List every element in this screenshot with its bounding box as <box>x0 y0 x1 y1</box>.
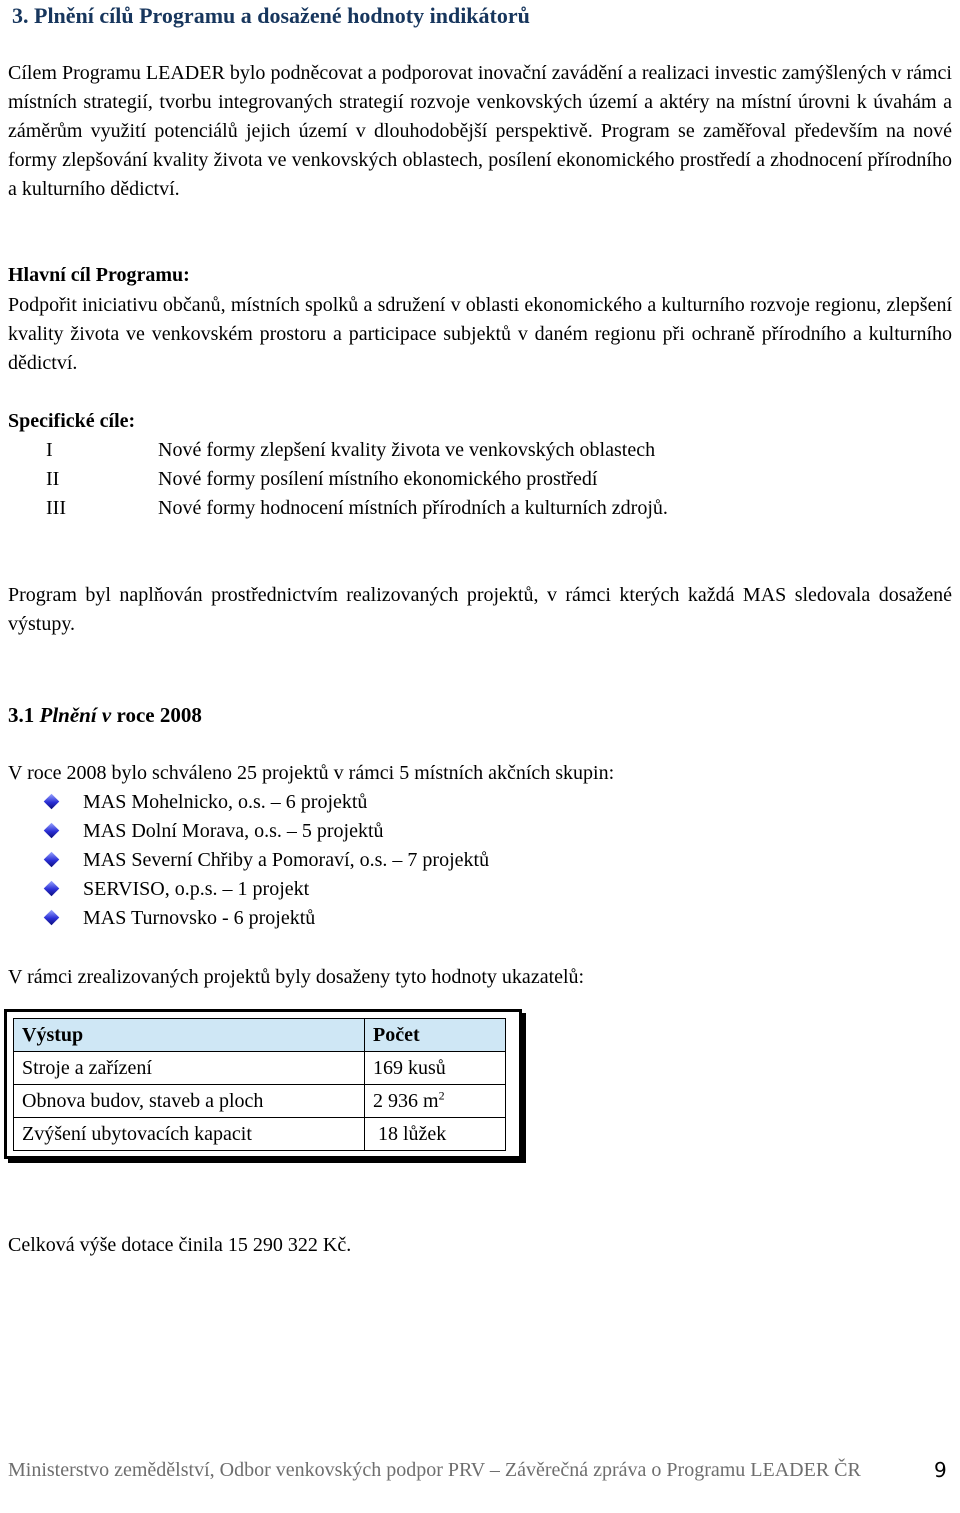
list-item <box>0 846 489 875</box>
page-footer: Ministerstvo zemědělství, Odbor venkovských podpor PRV – Závěrečná zpráva o Programu LEADER ČR <box>8 1459 861 1481</box>
specific-goal-number: III <box>46 497 66 519</box>
indicators-paragraph: V rámci zrealizovaných projektů byly dosaženy tyto hodnoty ukazatelů: <box>8 966 585 988</box>
table-cell: Zvýšení ubytovacích kapacit <box>14 1118 365 1151</box>
indicator-table <box>13 1018 506 1151</box>
diamond-bullet-icon <box>44 794 60 810</box>
list-item <box>0 904 489 933</box>
table-header-row <box>14 1019 506 1052</box>
subsection-heading <box>8 700 202 730</box>
table-cell: Stroje a zařízení <box>14 1052 365 1085</box>
subsection-rest: roce 2008 <box>116 703 202 727</box>
main-goal-text: Podpořit iniciativu občanů, místních spolků a sdružení v oblasti ekonomického a kulturního rozvoje regionu, zlepšení kvality života ve venkovském prostoru a participace subjektů v daném regionu při ochraně přírodního a kulturního dědictví. <box>8 294 952 374</box>
table-row <box>14 1085 506 1118</box>
list-item <box>0 817 489 846</box>
page-number: 9 <box>934 1458 947 1482</box>
table-cell: 18 lůžek <box>365 1118 506 1151</box>
total-paragraph: Celková výše dotace činila 15 290 322 Kč. <box>8 1234 352 1256</box>
table-row <box>14 1052 506 1085</box>
list-item-text: SERVISO, o.p.s. – 1 projekt <box>83 878 310 900</box>
subsection-italic: Plnění v <box>39 703 112 727</box>
heading-bar <box>0 0 960 34</box>
table-row <box>14 1118 506 1151</box>
specific-goal-text: Nové formy zlepšení kvality života ve venkovských oblastech <box>158 439 656 461</box>
superscript: 2 <box>438 1088 445 1103</box>
table-cell: Obnova budov, staveb a ploch <box>14 1085 365 1118</box>
diamond-bullet-icon <box>44 823 60 839</box>
list-item-text: MAS Severní Chřiby a Pomoraví, o.s. – 7 projektů <box>83 849 490 871</box>
specific-goal-number: II <box>46 468 60 490</box>
list-item <box>0 788 489 817</box>
specific-goals-label: Specifické cíle: <box>8 410 136 432</box>
table-cell-value: 2 936 m <box>373 1090 439 1112</box>
program-paragraph: Program byl naplňován prostřednictvím realizovaných projektů, v rámci kterých každá MAS sledovala dosažené výstupy. <box>8 584 952 635</box>
diamond-bullet-icon <box>44 910 60 926</box>
year-paragraph: V roce 2008 bylo schváleno 25 projektů v rámci 5 místních akčních skupin: <box>8 762 615 784</box>
list-item <box>0 875 489 904</box>
indicator-table-frame <box>4 1009 522 1159</box>
list-item-text: MAS Mohelnicko, o.s. – 6 projektů <box>83 791 368 813</box>
mas-list <box>0 788 489 933</box>
table-header-cell: Výstup <box>14 1019 365 1052</box>
list-item-text: MAS Turnovsko - 6 projektů <box>83 907 316 929</box>
subsection-number: 3.1 <box>8 703 35 727</box>
intro-paragraph: Cílem Programu LEADER bylo podněcovat a podporovat inovační zavádění a realizaci investic zamýšlených v rámci místních strategií, tvorbu integrovaných strategií rozvoje venkovských území a aktéry na místní úrovni k úvahám a záměrům využití potenciálů jejich území v dlouhodobější perspektivě. Program se zaměřoval především na nové formy zlepšování kvality života ve venkovských oblastech, posílení ekonomického prostředí a zhodnocení přírodního a kulturního dědictví. <box>8 62 952 200</box>
table-header-cell: Počet <box>365 1019 506 1052</box>
table-cell: 169 kusů <box>365 1052 506 1085</box>
specific-goal-text: Nové formy posílení místního ekonomického prostředí <box>158 468 598 490</box>
table-cell <box>365 1085 506 1118</box>
specific-goal-number: I <box>46 439 53 461</box>
diamond-bullet-icon <box>44 881 60 897</box>
specific-goal-text: Nové formy hodnocení místních přírodních a kulturních zdrojů. <box>158 497 668 519</box>
main-goal-label: Hlavní cíl Programu: <box>8 264 190 286</box>
diamond-bullet-icon <box>44 852 60 868</box>
section-heading: 3. Plnění cílů Programu a dosažené hodnoty indikátorů <box>12 3 530 28</box>
list-item-text: MAS Dolní Morava, o.s. – 5 projektů <box>83 820 384 842</box>
